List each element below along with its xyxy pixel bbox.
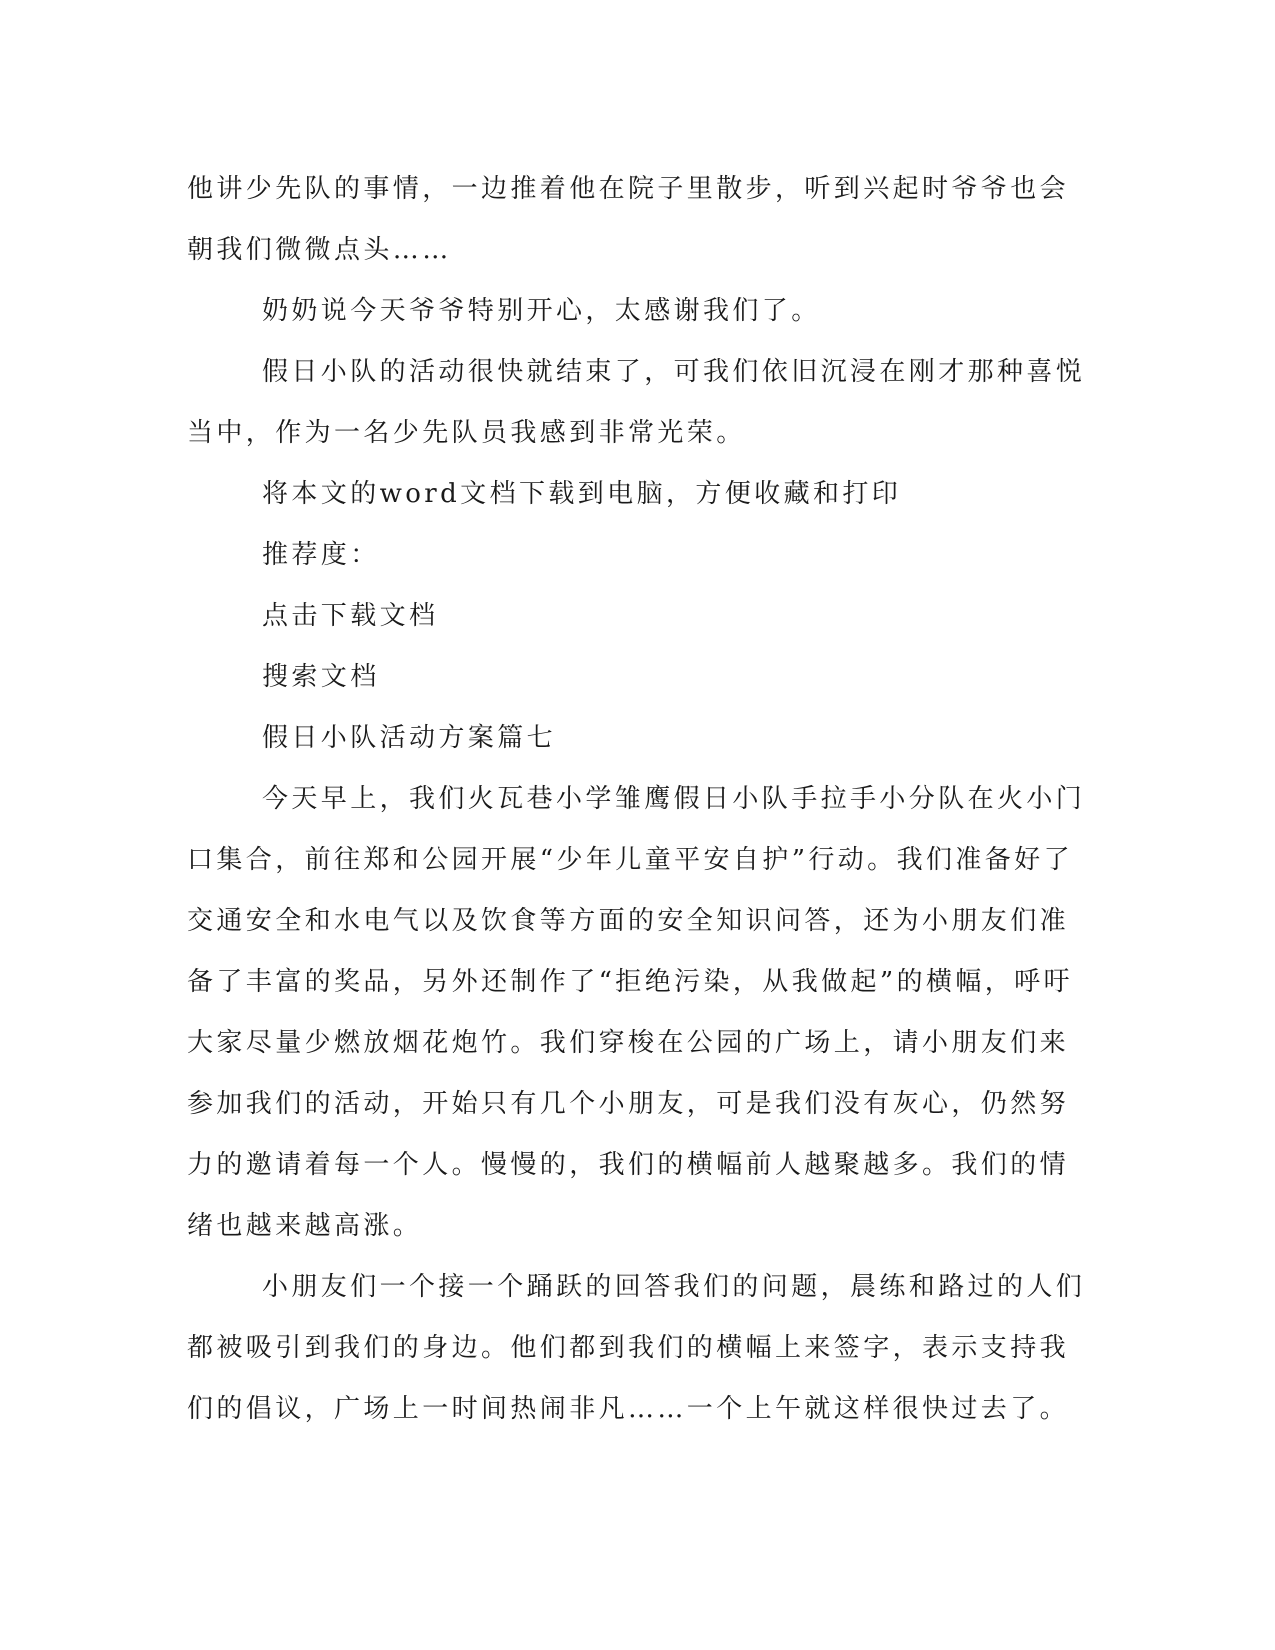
text-line: 大家尽量少燃放烟花炮竹。我们穿梭在公园的广场上，请小朋友们来 xyxy=(187,1028,1070,1058)
text-line: 今天早上，我们火瓦巷小学雏鹰假日小队手拉手小分队在火小门 xyxy=(262,784,1086,814)
paragraph-10 xyxy=(187,1257,1086,1440)
paragraph-3 xyxy=(187,342,1086,464)
paragraph-9 xyxy=(187,769,1086,1257)
text-line: 推荐度： xyxy=(262,540,380,570)
text-line: 们的倡议，广场上一时间热闹非凡……一个上午就这样很快过去了。 xyxy=(187,1394,1070,1424)
text-line: 假日小队的活动很快就结束了，可我们依旧沉浸在刚才那种喜悦 xyxy=(262,357,1086,387)
text-line: 朝我们微微点头…… xyxy=(187,235,452,265)
paragraph-1 xyxy=(187,159,1070,281)
recommendation-label xyxy=(187,525,1062,586)
section-heading xyxy=(187,708,1062,769)
download-document-link[interactable] xyxy=(187,586,1062,647)
text-line: 绪也越来越高涨。 xyxy=(187,1211,423,1241)
text-line: 参加我们的活动，开始只有几个小朋友，可是我们没有灰心，仍然努 xyxy=(187,1089,1070,1119)
text-line: 口集合，前往郑和公园开展“少年儿童平安自护”行动。我们准备好了 xyxy=(187,845,1073,875)
text-line: 力的邀请着每一个人。慢慢的，我们的横幅前人越聚越多。我们的情 xyxy=(187,1150,1070,1180)
text-line: 备了丰富的奖品，另外还制作了“拒绝污染，从我做起”的横幅，呼吁 xyxy=(187,967,1073,997)
text-line[interactable]: 点击下载文档 xyxy=(262,601,439,631)
document-body xyxy=(187,159,1086,1440)
text-line: 假日小队活动方案篇七 xyxy=(262,723,557,753)
text-line: 当中，作为一名少先队员我感到非常光荣。 xyxy=(187,418,746,448)
paragraph-2 xyxy=(187,281,1062,342)
text-line: 奶奶说今天爷爷特别开心，太感谢我们了。 xyxy=(262,296,821,326)
download-prompt xyxy=(187,464,1062,525)
text-line: 交通安全和水电气以及饮食等方面的安全知识问答，还为小朋友们准 xyxy=(187,906,1070,936)
text-line: 他讲少先队的事情，一边推着他在院子里散步，听到兴起时爷爷也会 xyxy=(187,174,1070,204)
text-line[interactable]: 搜索文档 xyxy=(262,662,380,692)
text-line: 小朋友们一个接一个踊跃的回答我们的问题，晨练和路过的人们 xyxy=(262,1272,1086,1302)
text-line: 将本文的word文档下载到电脑，方便收藏和打印 xyxy=(262,479,902,509)
text-line: 都被吸引到我们的身边。他们都到我们的横幅上来签字，表示支持我 xyxy=(187,1333,1070,1363)
search-document-link[interactable] xyxy=(187,647,1062,708)
